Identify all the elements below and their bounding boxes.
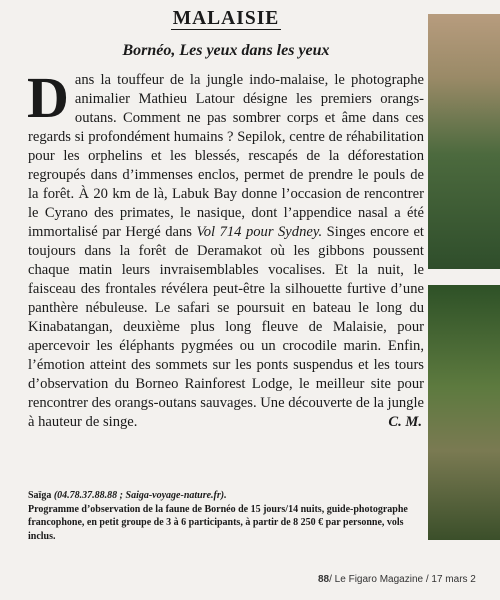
trip-details: Programme d’observation de la faune de Bornéo de 15 jours/14 nuits, guide-photographe francophone, en petit groupe de 3 à 6 participants, à partir de 8 250 € par personne, vols inclus. [28,503,408,542]
section-heading-wrap [28,8,424,30]
drop-cap: D [27,65,69,131]
publication-info: / Le Figaro Magazine / 17 mars 2 [329,574,476,585]
article-subtitle: Bornéo, Les yeux dans les yeux [122,42,330,60]
jungle-photo-bottom [428,285,500,540]
body-text-part1: ans la touffeur de la jungle indo-malaise, le photographe animalier Mathieu Latour désigne les premiers orangs-outans. Comment ne pas sombrer corps et âme dans ces regards si profondément humains ? Sepilok, centre de réhabilitation pour les orphelins et les blessés, rescapés de la déforestation regroupés dans d’immenses enclos, permet de prendre le pouls de la forêt. À 20 km de là, Labuk Bay donne l’occasion de rencontrer le Cyrano des primates, le nasique, dont l’appendice nasal a été immortalisé par Hergé dans [28,72,424,241]
agency-contact: (04.78.37.88.88 ; Saiga-voyage-nature.fr). [51,490,227,501]
book-title: Vol 714 pour Sydney. [196,224,323,241]
article-body [27,65,424,432]
article [28,8,424,432]
jungle-photo-top [428,14,500,269]
body-text-part2: Singes encore et toujours dans la forêt de Deramakot où les gibbons poussent chaque matin leurs invraisemblables vocalises. Et la nuit, le faisceau des frontales révélera peut-être la silhouette furtive d’une panthère nébuleuse. Le safari se poursuit en bateau le long du Kinabatangan, deuxième plus long fleuve de Malaisie, pour apercevoir les éléphants pygmées ou un crocodile marin. Enfin, l’émotion atteint des sommets sur les ponts suspendus et les tours d’observation du Borneo Rainforest Lodge, le meilleur site pour rencontrer des orangs-outans sauvages. Une découverte de la jungle à hauteur de singe. [28,224,424,431]
page-number: 88 [318,574,330,585]
author-initials: C. M. [388,414,422,431]
section-title: MALAISIE [172,8,280,29]
info-box [28,489,428,543]
page-footer [318,574,500,585]
agency-name: Saïga [28,490,52,501]
